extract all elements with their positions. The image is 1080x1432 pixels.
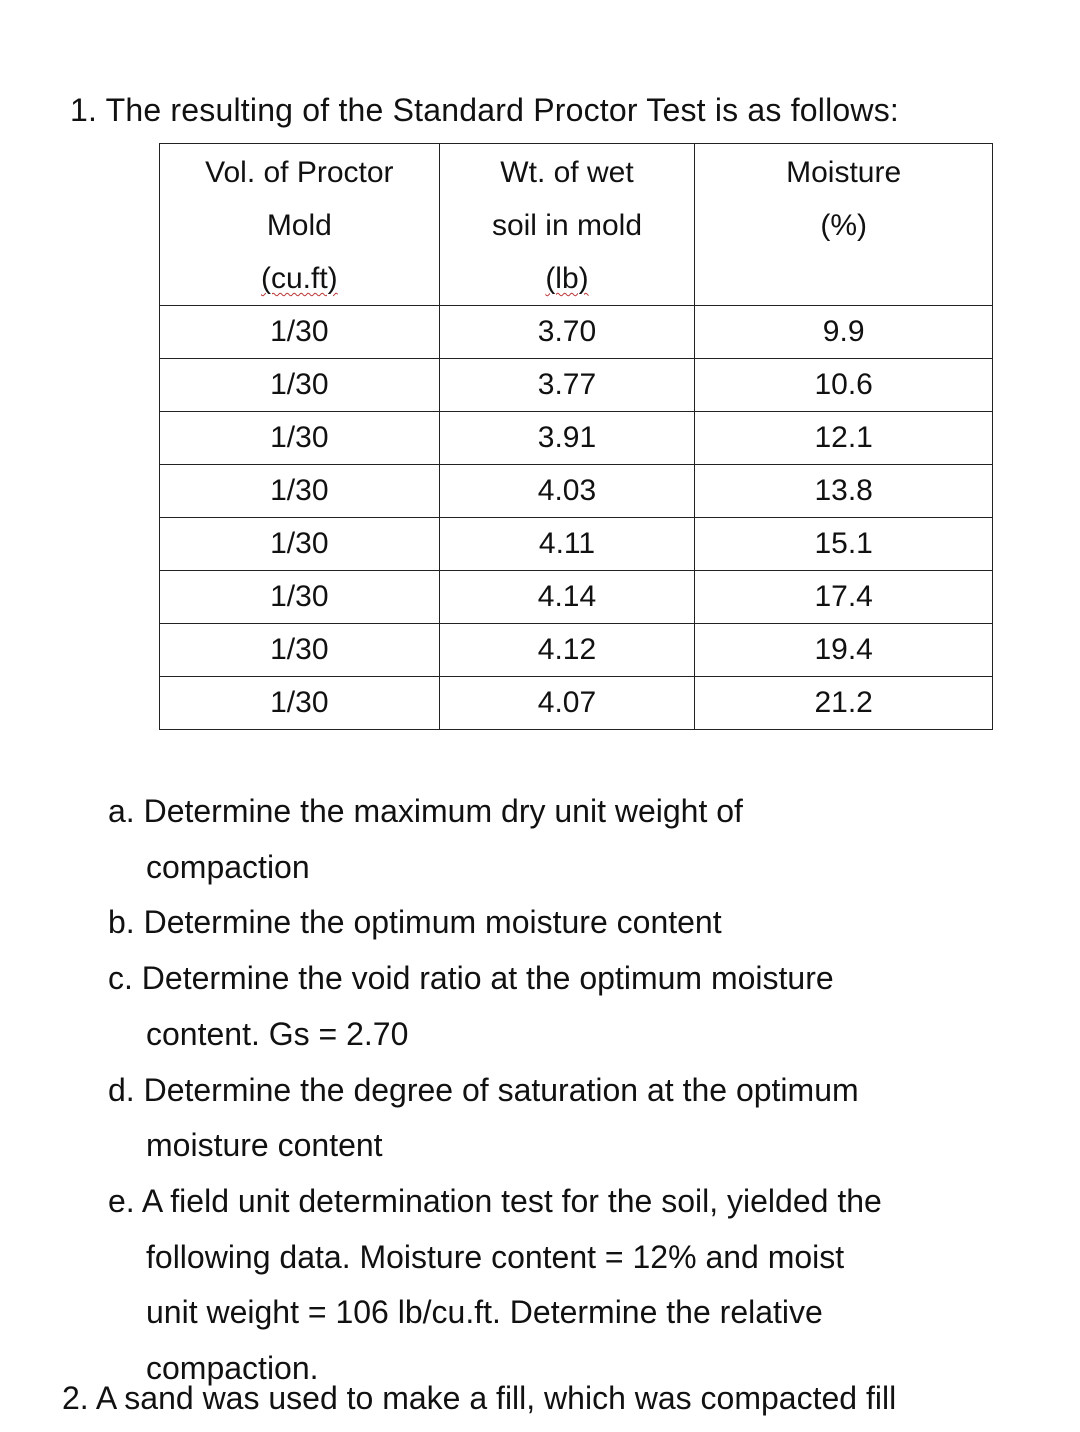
cell-volume: 1/30 [160,412,440,465]
cell-volume: 1/30 [160,306,440,359]
question-line: compaction [146,848,310,885]
header-moisture [695,144,993,306]
cell-weight: 4.03 [439,465,695,518]
cell-weight: 4.11 [439,518,695,571]
table-row [160,306,993,359]
cell-volume: 1/30 [160,571,440,624]
cutoff-next-question [62,1380,1022,1416]
question-line: compaction. [146,1350,319,1387]
question-line: a. Determine the maximum dry unit weight of [108,793,743,829]
header-volume [160,144,440,306]
question-line: b. Determine the optimum moisture content [108,904,722,941]
header-text: soil in mold [491,209,643,242]
part-b [108,895,1008,951]
header-weight [439,144,695,306]
part-a [108,784,1008,895]
part-d [108,1063,1008,1174]
cell-moisture: 13.8 [695,465,993,518]
cell-moisture: 19.4 [695,624,993,677]
cell-moisture: 17.4 [695,571,993,624]
cell-moisture: 9.9 [695,306,993,359]
table-row [160,624,993,677]
cell-volume: 1/30 [160,677,440,730]
cell-volume: 1/30 [160,465,440,518]
header-text: (lb) [545,262,589,295]
table-row [160,412,993,465]
cell-volume: 1/30 [160,624,440,677]
cell-moisture: 10.6 [695,359,993,412]
question-line: unit weight = 106 lb/cu.ft. Determine the relative [146,1294,823,1331]
cell-weight: 4.12 [439,624,695,677]
header-text: Moisture [786,156,902,189]
cell-weight: 3.70 [439,306,695,359]
cell-volume: 1/30 [160,518,440,571]
header-text: Vol. of Proctor [205,156,394,189]
question-parts [108,784,1008,1397]
cell-volume: 1/30 [160,359,440,412]
table-row [160,571,993,624]
header-text: (%) [820,209,867,242]
table-row [160,359,993,412]
table-row [160,677,993,730]
question-line: moisture content [146,1127,383,1164]
cell-moisture: 12.1 [695,412,993,465]
cell-moisture: 15.1 [695,518,993,571]
cell-weight: 4.14 [439,571,695,624]
question-line: following data. Moisture content = 12% and moist [146,1238,845,1275]
table-body [160,306,993,730]
header-text: Wt. of wet [500,156,634,189]
question-line: c. Determine the void ratio at the optimum moisture [108,960,834,997]
cell-weight: 3.77 [439,359,695,412]
proctor-test-table [159,143,993,730]
table-header-row [160,144,993,306]
part-e [108,1174,1008,1397]
cutoff-text: 2. A sand was used to make a fill, which was compacted fill [62,1380,897,1416]
part-c [108,951,1008,1062]
header-text: (cu.ft) [260,262,338,295]
question-heading: 1. The resulting of the Standard Proctor Test is as follows: [70,92,900,128]
table-row [160,518,993,571]
question-line: content. Gs = 2.70 [146,1015,409,1052]
question-line: e. A field unit determination test for the soil, yielded the [108,1182,882,1219]
cell-weight: 4.07 [439,677,695,730]
table-row [160,465,993,518]
header-text: Mold [266,209,332,242]
cell-weight: 3.91 [439,412,695,465]
cell-moisture: 21.2 [695,677,993,730]
question-line: d. Determine the degree of saturation at the optimum [108,1071,859,1108]
